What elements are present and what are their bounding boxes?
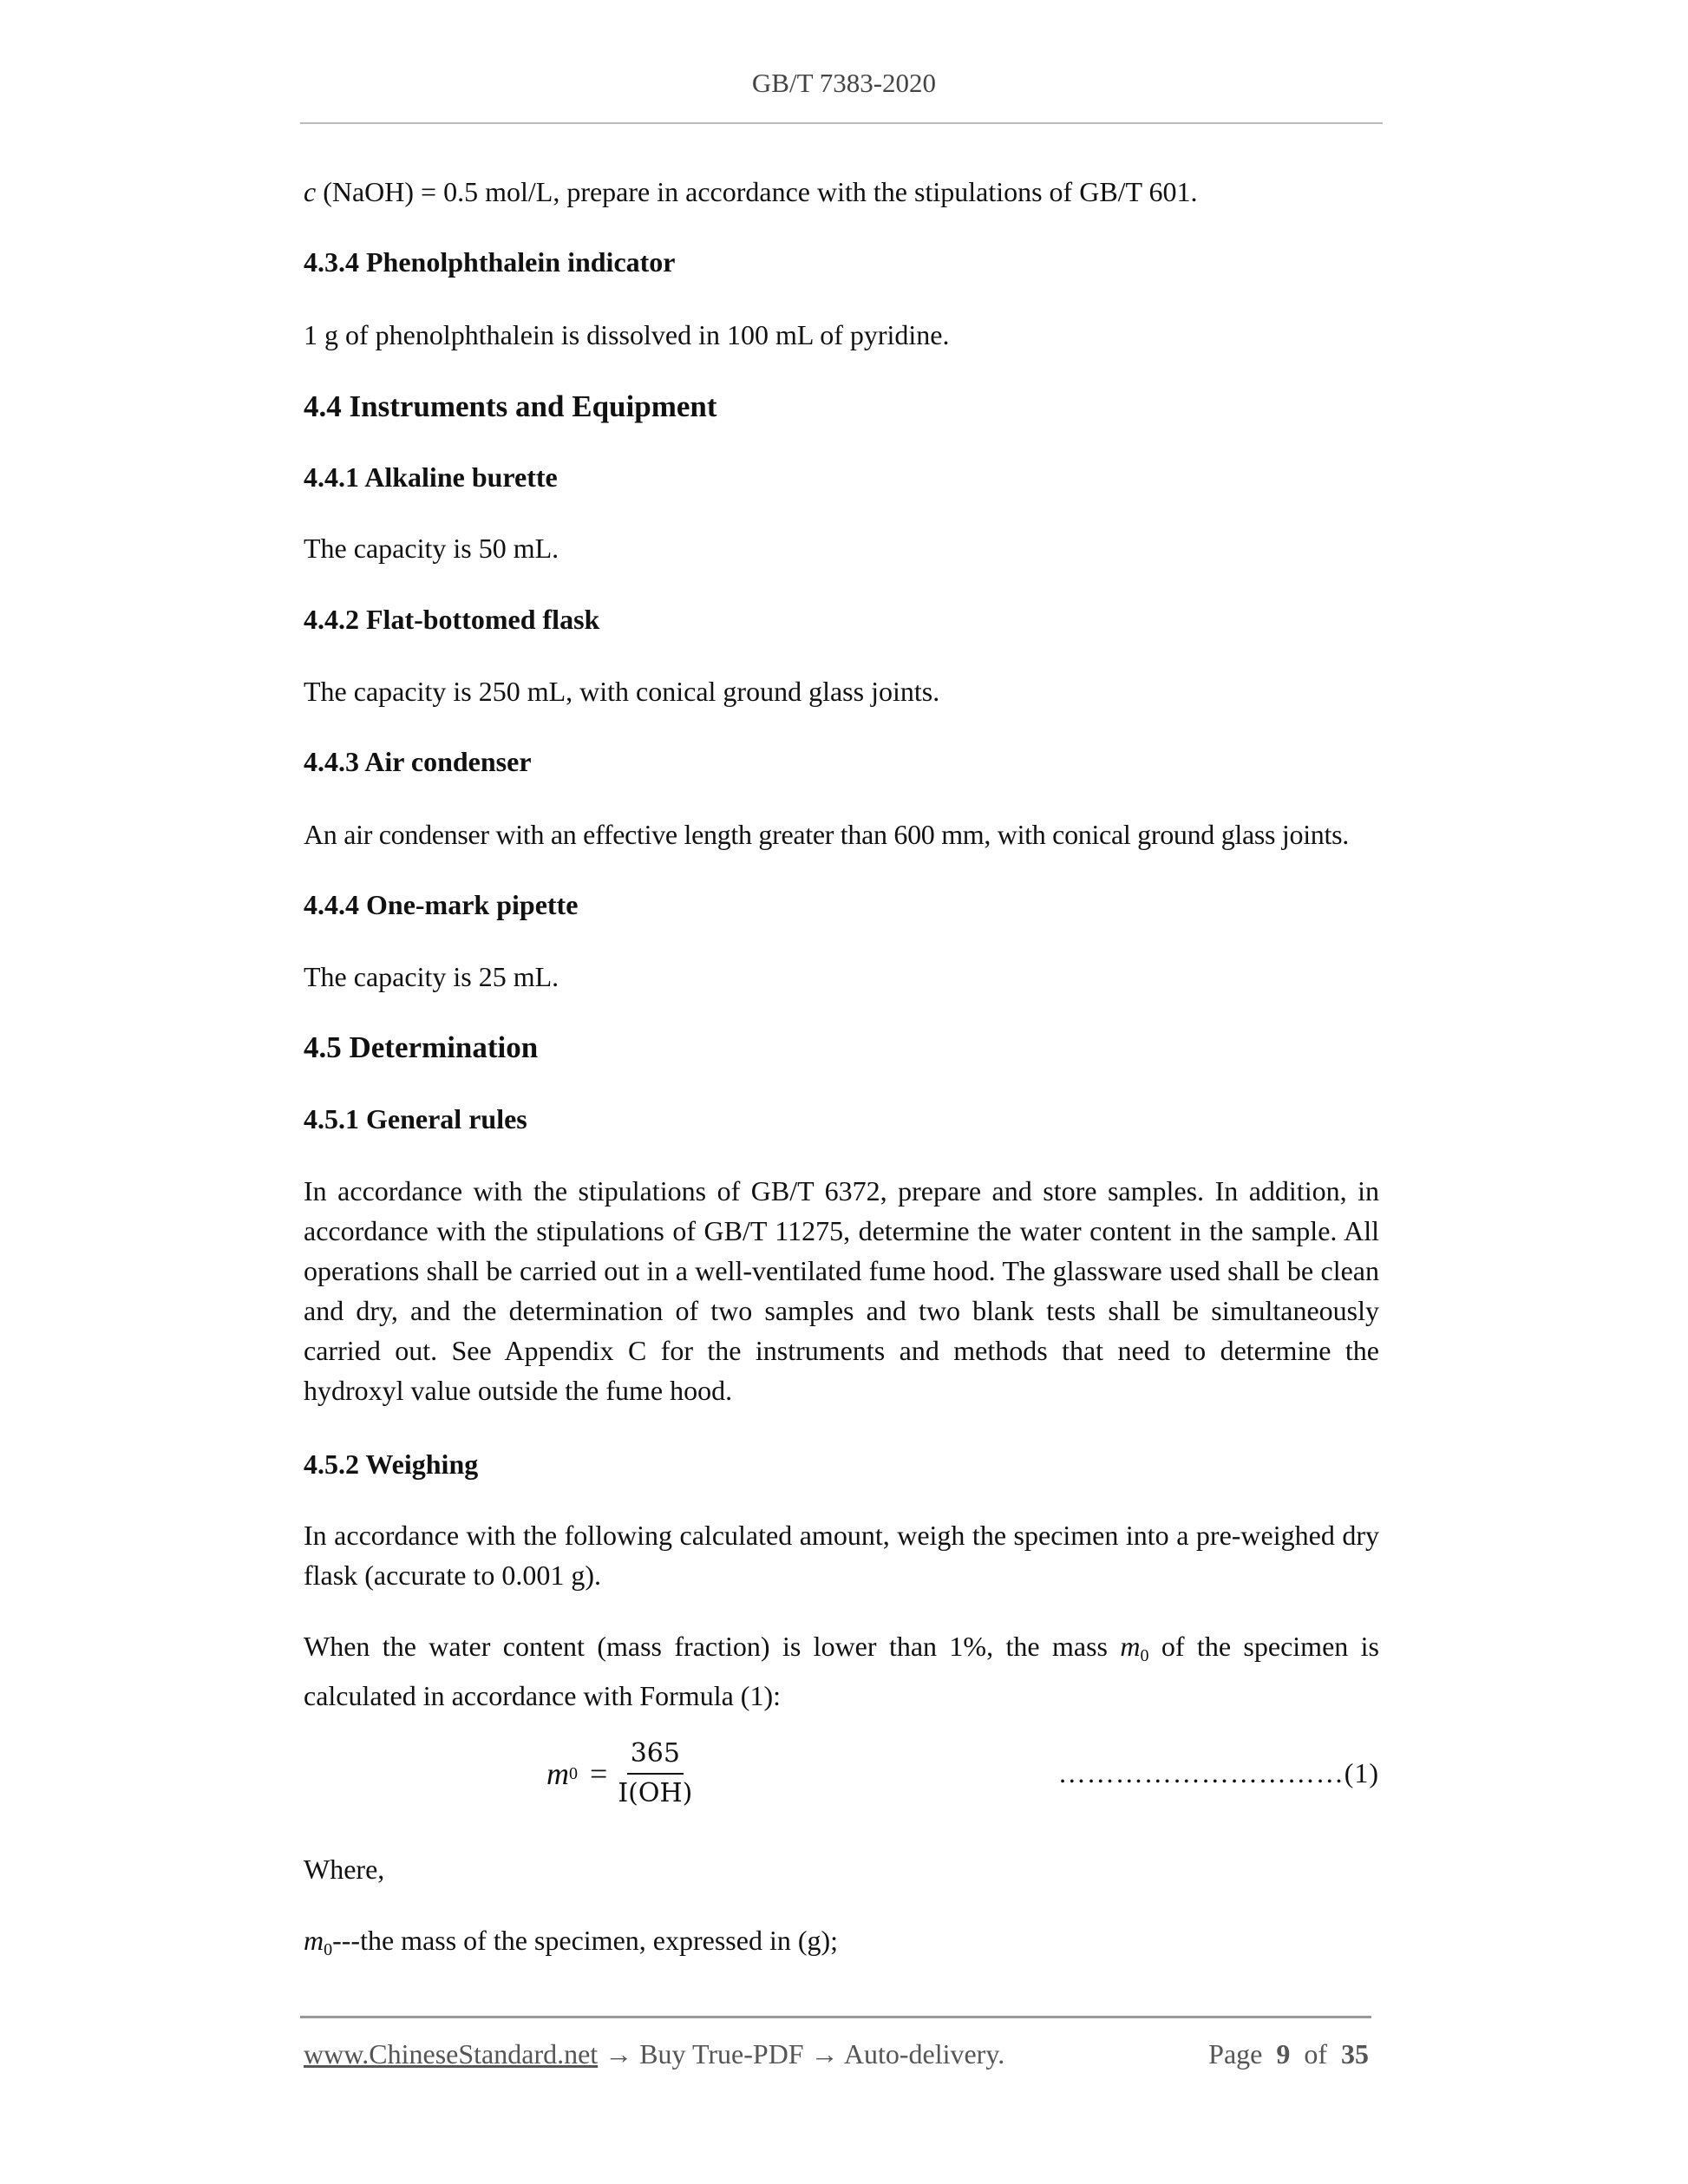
equals-sign: = [590, 1756, 608, 1791]
website-link[interactable]: www.ChineseStandard.net [304, 2038, 599, 2070]
header-divider [300, 122, 1383, 124]
heading-4-5-2: 4.5.2 Weighing [304, 1448, 479, 1480]
paragraph-4-4-2: The capacity is 250 mL, with conical ground glass joints. [304, 676, 940, 707]
running-header: GB/T 7383-2020 [751, 68, 937, 98]
leader-dots: ………………………… [1057, 1757, 1345, 1788]
paragraph-4-4-4: The capacity is 25 mL. [304, 961, 559, 992]
text: of the specimen is calculated in accordance with Formula (1): [304, 1631, 1380, 1711]
heading-4-3-4: 4.3.4 Phenolphthalein indicator [304, 246, 676, 278]
paragraph-4-5-2: In accordance with the following calculated amount, weigh the specimen into a pre-weighed dry flask (accurate to 0.001 g). [304, 1520, 1379, 1591]
fraction [618, 1735, 692, 1813]
footer-divider [300, 2016, 1371, 2018]
heading-4-4-4: 4.4.4 One-mark pipette [304, 889, 579, 920]
text: ---the mass of the specimen, expressed in (g); [332, 1925, 839, 1956]
subscript: 0 [1140, 1646, 1149, 1665]
page-total: 35 [1341, 2038, 1369, 2070]
heading-4-5-1: 4.5.1 General rules [304, 1103, 527, 1135]
naoh-paragraph [304, 172, 1379, 212]
denominator: I(OH) [618, 1778, 693, 1808]
text: When the water content (mass fraction) is lower than 1%, the mass [304, 1631, 1121, 1662]
definition-m0 [304, 1920, 1379, 1970]
paragraph-4-4-3: An air condenser with an effective length greater than 600 mm, with conical ground glass joints. [304, 819, 1349, 850]
arrow-icon: → [598, 2038, 640, 2070]
var-m: m [304, 1925, 324, 1956]
formula-lhs-sub: 0 [569, 1763, 578, 1783]
footer-promo [304, 2038, 1004, 2070]
formula-number: (1) [1344, 1757, 1379, 1788]
heading-4-4-1: 4.4.1 Alkaline burette [304, 461, 558, 493]
paragraph-4-3-4: 1 g of phenolphthalein is dissolved in 100 mL of pyridine. [304, 319, 950, 350]
subscript: 0 [324, 1940, 333, 1959]
of-label: of [1304, 2038, 1327, 2070]
var-c: c [304, 176, 317, 207]
formula-lhs: m [546, 1756, 569, 1791]
text: (NaOH) = 0.5 mol/L, prepare in accordance with the stipulations of GB/T 601. [316, 176, 1198, 207]
footer [304, 2038, 1369, 2070]
arrow-icon: → [803, 2038, 844, 2070]
paragraph-4-5-1: In accordance with the stipulations of GB/T 6372, prepare and store samples. In addition, in accordance with the stipulations of GB/T 11275, determine the water content in the sample. All operations shall be carried out in a well-ventilated fume hood. The glassware used shall be clean and dry, and the determination of two samples and two blank tests shall be simultaneously carried out. See Appendix C for the instruments and methods that need to determine the hydroxyl value outside the fume hood. [304, 1175, 1379, 1406]
var-m: m [1120, 1631, 1141, 1662]
heading-4-4: 4.4 Instruments and Equipment [304, 389, 717, 423]
equation-number [978, 1757, 1379, 1789]
page-indicator [1208, 2038, 1369, 2070]
page-number: 9 [1276, 2038, 1291, 2070]
heading-4-4-2: 4.4.2 Flat-bottomed flask [304, 604, 600, 635]
numerator: 365 [627, 1735, 684, 1775]
buy-text: Buy True-PDF [639, 2038, 804, 2070]
formula-1 [546, 1735, 692, 1813]
paragraph-water-content [304, 1626, 1379, 1716]
heading-4-4-3: 4.4.3 Air condenser [304, 746, 532, 777]
auto-delivery-text: Auto-delivery. [843, 2038, 1005, 2070]
where-label: Where, [304, 1854, 385, 1885]
heading-4-5: 4.5 Determination [304, 1030, 539, 1064]
paragraph-4-4-1: The capacity is 50 mL. [304, 533, 559, 564]
page-label: Page [1208, 2038, 1263, 2070]
